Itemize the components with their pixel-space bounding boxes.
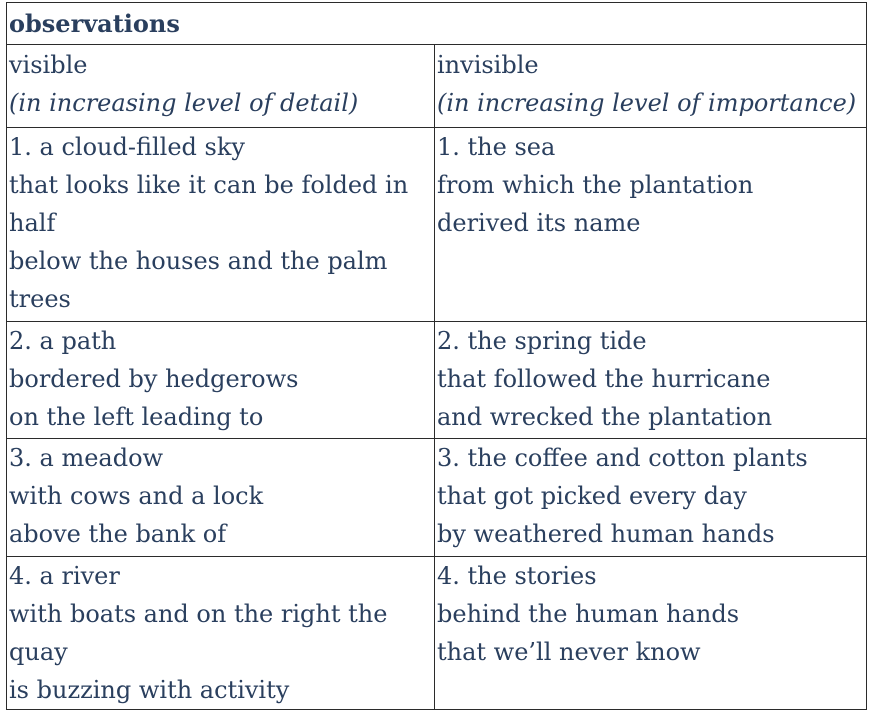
cell-line: bordered by hedgerows xyxy=(9,365,299,393)
cell-line: that got picked every day xyxy=(437,482,747,510)
cell-line: 4. the stories xyxy=(437,562,597,590)
cell-line: 1. the sea xyxy=(437,133,556,161)
visible-header-cell xyxy=(7,45,435,128)
cell-line: 3. the coffee and cotton plants xyxy=(437,444,808,472)
cell-line: 1. a cloud-filled sky xyxy=(9,133,245,161)
cell-line: on the left leading to xyxy=(9,403,264,431)
visible-cell xyxy=(7,439,435,557)
cell-line: 3. a meadow xyxy=(9,444,164,472)
cell-line: derived its name xyxy=(437,209,641,237)
header-row xyxy=(7,45,867,128)
cell-line: above the bank of xyxy=(9,520,227,548)
visible-cell xyxy=(7,557,435,710)
invisible-header: invisible xyxy=(437,51,539,79)
invisible-cell xyxy=(435,557,867,710)
table-title-cell xyxy=(7,3,867,45)
cell-line: with boats and on the right the quay xyxy=(9,600,388,666)
cell-line: with cows and a lock xyxy=(9,482,264,510)
cell-line: that we’ll never know xyxy=(437,638,701,666)
cell-line: behind the human hands xyxy=(437,600,740,628)
cell-line: 2. a path xyxy=(9,327,117,355)
table-row xyxy=(7,557,867,710)
table-row xyxy=(7,128,867,322)
cell-line: and wrecked the plantation xyxy=(437,403,773,431)
visible-cell xyxy=(7,322,435,439)
cell-line: 2. the spring tide xyxy=(437,327,647,355)
table-row xyxy=(7,439,867,557)
invisible-cell xyxy=(435,322,867,439)
invisible-cell xyxy=(435,439,867,557)
visible-header: visible xyxy=(9,51,88,79)
cell-line: that looks like it can be folded in half xyxy=(9,171,409,237)
table-title: observations xyxy=(9,9,180,38)
table-row xyxy=(7,322,867,439)
title-row xyxy=(7,3,867,45)
cell-line: is buzzing with activity xyxy=(9,676,290,704)
visible-cell xyxy=(7,128,435,322)
cell-line: 4. a river xyxy=(9,562,120,590)
visible-subheader: (in increasing level of detail) xyxy=(9,89,359,117)
cell-line: that followed the hurricane xyxy=(437,365,771,393)
invisible-cell xyxy=(435,128,867,322)
cell-line: below the houses and the palm trees xyxy=(9,247,388,313)
observations-table xyxy=(6,2,867,710)
cell-line: by weathered human hands xyxy=(437,520,775,548)
invisible-subheader: (in increasing level of importance) xyxy=(437,89,857,117)
invisible-header-cell xyxy=(435,45,867,128)
cell-line: from which the plantation xyxy=(437,171,754,199)
